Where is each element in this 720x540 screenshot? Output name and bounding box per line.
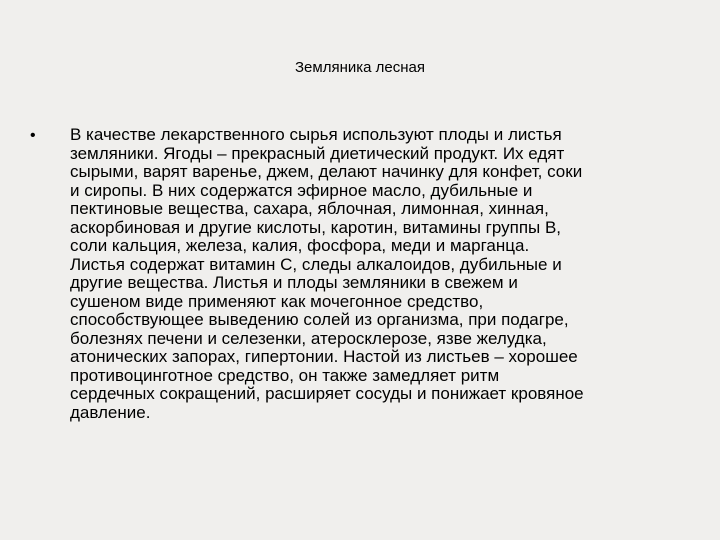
bullet-paragraph [70, 126, 690, 422]
paragraph-line: способствующее выведению солей из организма, при подагре, [70, 310, 569, 329]
slide-title: Земляника лесная [295, 59, 425, 76]
paragraph-line: сырыми, варят варенье, джем, делают начинку для конфет, соки [70, 162, 583, 181]
slide-content [30, 126, 690, 422]
paragraph-line: пектиновые вещества, сахара, яблочная, лимонная, хинная, [70, 199, 549, 218]
paragraph-line: болезнях печени и селезенки, атеросклерозе, язве желудка, [70, 328, 547, 348]
paragraph-line: В качестве лекарственного сырья используют плоды и листья [70, 125, 562, 144]
paragraph-line: соли кальция, железа, калия, фосфора, меди и марганца. [70, 236, 530, 255]
paragraph-line: сердечных сокращений, расширяет сосуды и понижает кровяное [70, 384, 584, 403]
bullet-item [30, 126, 690, 422]
bullet-icon: • [30, 127, 36, 144]
paragraph-line: атонических запорах, гипертонии. Настой из листьев – хорошее [70, 347, 578, 366]
paragraph-line: другие вещества. Листья и плоды земляники в свежем и [70, 273, 518, 292]
paragraph-line: противоцинготное средство, он также замедляет ритм [70, 365, 500, 385]
paragraph-line: Листья содержат витамин С, следы алкалоидов, дубильные и [70, 254, 562, 274]
paragraph-line: аскорбиновая и другие кислоты, каротин, витамины группы В, [70, 217, 562, 237]
paragraph-line: давление. [70, 402, 151, 422]
paragraph-line: и сиропы. В них содержатся эфирное масло, дубильные и [70, 180, 533, 200]
paragraph-line: земляники. Ягоды – прекрасный диетический продукт. Их едят [70, 143, 565, 163]
paragraph-line: сушеном виде применяют как мочегонное средство, [70, 291, 484, 311]
